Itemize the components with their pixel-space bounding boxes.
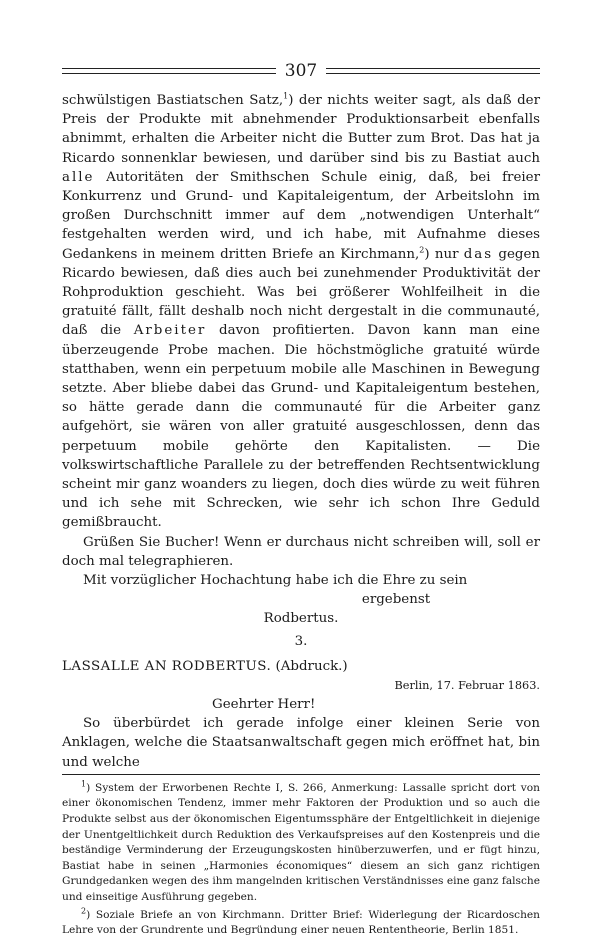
section-number: 3. bbox=[294, 634, 308, 650]
letter-title: LASSALLE AN RODBERTUS. bbox=[62, 659, 272, 675]
text-run: davon profitierten. Davon kann man eine überzeugende Probe machen. Die höchstmögliche gratuité würde statthaben, wenn ein perpetuum mobile alle Maschinen in Bewegung setzte. Aber bliebe dabei das Grund- und Kapitaleigentum bestehen, so hätte gerade dann die communauté für die Arbeiter ganz aufgehört, sie wären von aller gratuité ausgeschlossen, denn das perpetuum mobile gehörte den Kapitalisten. — Die volkswirtschaftliche Parallele zu der betreffenden Rechtsentwicklung scheint mir ganz woanders zu liegen, doch dies würde zu weit führen und ich sehe mit Schrecken, wie sehr ich schon Ihre Geduld gemißbraucht. bbox=[62, 323, 540, 531]
footnote-text: ) System der Erworbenen Rechte I, S. 266, Anmerkung: Lassalle spricht dort von einer ökonomischen Tendenz, immer mehr Faktoren der Produktion und so auch die Produkte selbst aus der ökonomischen Eigentumssphäre der Entgeltlichkeit in diejenige der Unentgeltlichkeit durch Reduktion des Verkaufspreises auf den Kostenpreis und die beständige Verminderung der Erzeugungskosten hinüberzuwerfen, und er fügt hinzu, Bastiat habe in seinen „Harmonies économiques“ diesem an sich ganz richtigen Grundgedanken wegen des ihm mangelnden kritischen Verständnisses eine ganz falsche und einseitige Ausführung gegeben. bbox=[62, 781, 540, 904]
letter-text bbox=[62, 714, 540, 772]
emphasis-das: das bbox=[463, 246, 494, 262]
footnotes bbox=[62, 781, 540, 939]
footnote-ref-2: 2 bbox=[419, 245, 425, 255]
header-rule-left bbox=[62, 68, 276, 74]
letter-date: Berlin, 17. Februar 1863. bbox=[394, 679, 540, 693]
footnote-1 bbox=[62, 781, 540, 906]
header-rule-right bbox=[326, 68, 540, 74]
page-header bbox=[62, 58, 540, 84]
footnote-mark: 1 bbox=[81, 779, 87, 789]
text-run: gegen Ricardo bewiesen, daß dies auch bei zunehmender Produktivität der Rohproduktion geschieht. Was bei größerer Wohlfeilheit in die gratuité fällt, fällt deshalb noch nicht dergestalt in die communauté, daß die bbox=[62, 246, 541, 339]
text-run: ) der nichts weiter sagt, als daß der Preis der Produkte mit abnehmender Produktionsarbeit ebenfalls abnimmt, erhalten die Arbeiter nicht die Butter zum Brot. Das hat ja Ricardo sonnenklar bewiesen, und darüber sind bis zu Bastiat auch bbox=[62, 93, 540, 166]
emphasis-arbeiter: Arbeiter bbox=[133, 323, 207, 339]
text-run: schwülstigen Bastiatschen Satz, bbox=[62, 93, 284, 108]
book-page bbox=[62, 58, 540, 939]
emphasis-alle: alle bbox=[62, 169, 95, 185]
closing: ergebenst bbox=[361, 592, 431, 608]
footnote-text: ) Soziale Briefe an von Kirchmann. Dritter Brief: Widerlegung der Ricardoschen Lehre von der Grundrente und Begründung einer neuen Rententheorie, Berlin 1851. bbox=[62, 908, 540, 937]
body-text bbox=[62, 91, 540, 590]
text-run: ) nur bbox=[424, 246, 464, 262]
page-number: 307 bbox=[284, 60, 318, 81]
paragraph-regards: Mit vorzüglicher Hochachtung habe ich die Ehre zu sein bbox=[83, 573, 468, 589]
footnote-ref-1: 1 bbox=[283, 91, 289, 101]
text-run: Autoritäten der Smithschen Schule einig, daß, bei freier Konkurrenz und Grund- und Kapitaleigentum, der Arbeitslohn im großen Durchschnitt immer auf dem „notwendigen Unterhalt“ festgehalten werden wird, und ich habe, mit Aufnahme dieses Gedankens in meinem dritten Briefe an Kirchmann, bbox=[62, 169, 540, 262]
letter-title-note: (Abdruck.) bbox=[275, 659, 348, 675]
footnote-rule bbox=[62, 774, 540, 775]
signature: Rodbertus. bbox=[263, 611, 339, 627]
letter-heading bbox=[62, 657, 540, 677]
salutation: Geehrter Herr! bbox=[212, 697, 316, 713]
letter-paragraph: So überbürdet ich gerade infolge einer kleinen Serie von Anklagen, welche die Staatsanwaltschaft gegen mich eröffnet hat, bin und welche bbox=[62, 716, 540, 770]
paragraph-bastiat bbox=[62, 91, 540, 533]
paragraph-greetings: Grüßen Sie Bucher! Wenn er durchaus nicht schreiben will, soll er doch mal telegraphieren. bbox=[62, 534, 540, 569]
footnote-mark: 2 bbox=[81, 906, 87, 916]
footnote-2 bbox=[62, 908, 540, 939]
